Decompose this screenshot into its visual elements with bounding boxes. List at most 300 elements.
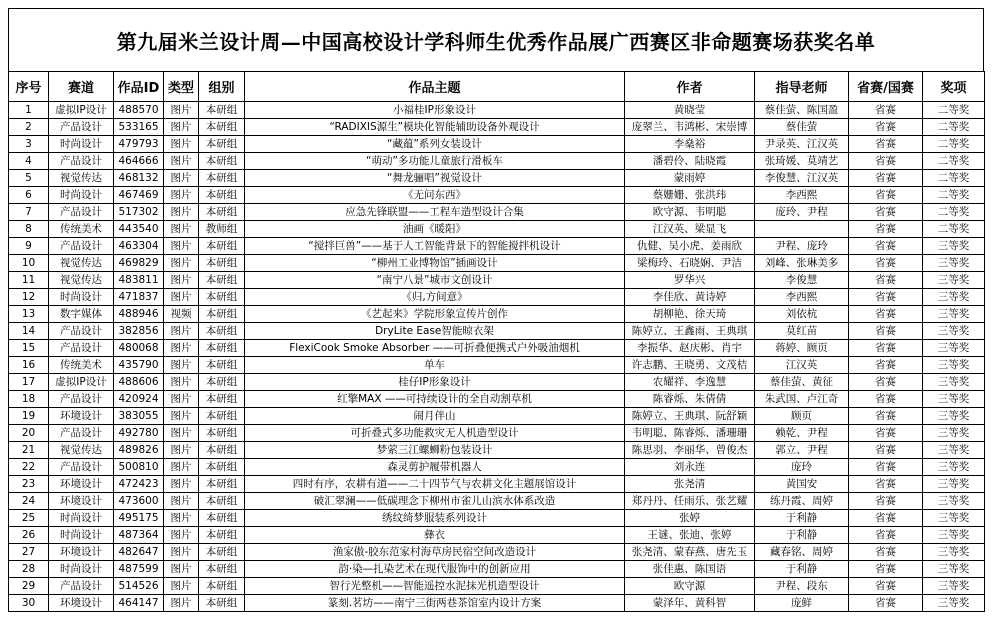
cell-advisor[interactable]: 尹录英、江汉英 bbox=[755, 136, 849, 153]
cell-level[interactable]: 省赛 bbox=[849, 187, 923, 204]
cell-index[interactable]: 24 bbox=[9, 493, 49, 510]
cell-track[interactable]: 虚拟IP设计 bbox=[49, 374, 114, 391]
cell-award[interactable]: 三等奖 bbox=[923, 578, 985, 595]
cell-track[interactable]: 时尚设计 bbox=[49, 289, 114, 306]
cell-work-id[interactable]: 517302 bbox=[114, 204, 164, 221]
cell-type[interactable]: 图片 bbox=[164, 459, 199, 476]
cell-award[interactable]: 三等奖 bbox=[923, 306, 985, 323]
cell-theme[interactable]: “萌动”多功能儿童旅行滑板车 bbox=[245, 153, 625, 170]
cell-type[interactable]: 图片 bbox=[164, 272, 199, 289]
cell-level[interactable]: 省赛 bbox=[849, 578, 923, 595]
cell-group[interactable]: 本研组 bbox=[199, 357, 245, 374]
cell-author[interactable]: 李燊裕 bbox=[625, 136, 755, 153]
cell-award[interactable]: 二等奖 bbox=[923, 187, 985, 204]
cell-advisor[interactable]: 李西熙 bbox=[755, 187, 849, 204]
cell-author[interactable]: 陈思羽、李丽华、曾俊杰 bbox=[625, 442, 755, 459]
cell-theme[interactable]: 四时有序，农耕有道——二十四节气与农耕文化主题展馆设计 bbox=[245, 476, 625, 493]
cell-group[interactable]: 本研组 bbox=[199, 306, 245, 323]
cell-work-id[interactable]: 487599 bbox=[114, 561, 164, 578]
cell-index[interactable]: 25 bbox=[9, 510, 49, 527]
cell-type[interactable]: 图片 bbox=[164, 476, 199, 493]
table-row[interactable] bbox=[9, 119, 985, 136]
cell-advisor[interactable]: 蒋婷、顾页 bbox=[755, 340, 849, 357]
cell-work-id[interactable]: 382856 bbox=[114, 323, 164, 340]
cell-advisor[interactable]: 庞玲、尹程 bbox=[755, 204, 849, 221]
cell-award[interactable]: 二等奖 bbox=[923, 119, 985, 136]
cell-theme[interactable]: 《归,方间意》 bbox=[245, 289, 625, 306]
cell-work-id[interactable]: 488606 bbox=[114, 374, 164, 391]
table-row[interactable] bbox=[9, 442, 985, 459]
cell-work-id[interactable]: 468132 bbox=[114, 170, 164, 187]
cell-level[interactable]: 省赛 bbox=[849, 204, 923, 221]
cell-type[interactable]: 图片 bbox=[164, 204, 199, 221]
cell-award[interactable]: 二等奖 bbox=[923, 170, 985, 187]
cell-index[interactable]: 26 bbox=[9, 527, 49, 544]
cell-award[interactable]: 三等奖 bbox=[923, 408, 985, 425]
table-row[interactable] bbox=[9, 204, 985, 221]
cell-track[interactable]: 时尚设计 bbox=[49, 510, 114, 527]
cell-theme[interactable]: “藏蕴”系列女装设计 bbox=[245, 136, 625, 153]
cell-type[interactable]: 图片 bbox=[164, 510, 199, 527]
cell-group[interactable]: 本研组 bbox=[199, 323, 245, 340]
cell-index[interactable]: 6 bbox=[9, 187, 49, 204]
table-row[interactable] bbox=[9, 340, 985, 357]
cell-author[interactable]: 张佳惠、陈国语 bbox=[625, 561, 755, 578]
cell-award[interactable]: 三等奖 bbox=[923, 527, 985, 544]
cell-level[interactable]: 省赛 bbox=[849, 272, 923, 289]
cell-award[interactable]: 三等奖 bbox=[923, 510, 985, 527]
cell-track[interactable]: 时尚设计 bbox=[49, 187, 114, 204]
cell-level[interactable]: 省赛 bbox=[849, 459, 923, 476]
cell-work-id[interactable]: 479793 bbox=[114, 136, 164, 153]
cell-work-id[interactable]: 492780 bbox=[114, 425, 164, 442]
table-row[interactable] bbox=[9, 476, 985, 493]
cell-group[interactable]: 本研组 bbox=[199, 374, 245, 391]
cell-award[interactable]: 三等奖 bbox=[923, 272, 985, 289]
cell-work-id[interactable]: 488570 bbox=[114, 102, 164, 119]
cell-type[interactable]: 图片 bbox=[164, 561, 199, 578]
cell-type[interactable]: 图片 bbox=[164, 255, 199, 272]
cell-track[interactable]: 视觉传达 bbox=[49, 170, 114, 187]
cell-theme[interactable]: 绣纹绮梦服装系列设计 bbox=[245, 510, 625, 527]
cell-index[interactable]: 29 bbox=[9, 578, 49, 595]
cell-track[interactable]: 环境设计 bbox=[49, 476, 114, 493]
cell-work-id[interactable]: 472423 bbox=[114, 476, 164, 493]
cell-award[interactable]: 三等奖 bbox=[923, 357, 985, 374]
cell-type[interactable]: 图片 bbox=[164, 493, 199, 510]
cell-author[interactable]: 张尧清、蒙春燕、唐先玉 bbox=[625, 544, 755, 561]
cell-theme[interactable]: 渔家傲-胶东范家村海草房民宿空间改造设计 bbox=[245, 544, 625, 561]
cell-award[interactable]: 三等奖 bbox=[923, 459, 985, 476]
cell-index[interactable]: 17 bbox=[9, 374, 49, 391]
table-row[interactable] bbox=[9, 187, 985, 204]
table-row[interactable] bbox=[9, 578, 985, 595]
cell-index[interactable]: 7 bbox=[9, 204, 49, 221]
cell-level[interactable]: 省赛 bbox=[849, 340, 923, 357]
cell-track[interactable]: 产品设计 bbox=[49, 119, 114, 136]
cell-type[interactable]: 图片 bbox=[164, 153, 199, 170]
cell-award[interactable]: 三等奖 bbox=[923, 561, 985, 578]
cell-author[interactable]: 张尧清 bbox=[625, 476, 755, 493]
cell-advisor[interactable]: 蔡佳萤、陈国盈 bbox=[755, 102, 849, 119]
cell-index[interactable]: 30 bbox=[9, 595, 49, 612]
cell-advisor[interactable]: 尹程、段东 bbox=[755, 578, 849, 595]
cell-level[interactable]: 省赛 bbox=[849, 425, 923, 442]
cell-group[interactable]: 本研组 bbox=[199, 238, 245, 255]
cell-level[interactable]: 省赛 bbox=[849, 374, 923, 391]
cell-group[interactable]: 本研组 bbox=[199, 425, 245, 442]
cell-author[interactable]: 李佳欣、黄诗婷 bbox=[625, 289, 755, 306]
table-row[interactable] bbox=[9, 306, 985, 323]
cell-level[interactable]: 省赛 bbox=[849, 170, 923, 187]
cell-author[interactable]: 许志鹏、王晓勇、文茂桔 bbox=[625, 357, 755, 374]
cell-work-id[interactable]: 469829 bbox=[114, 255, 164, 272]
cell-work-id[interactable]: 463304 bbox=[114, 238, 164, 255]
cell-award[interactable]: 三等奖 bbox=[923, 595, 985, 612]
cell-type[interactable]: 图片 bbox=[164, 238, 199, 255]
table-row[interactable] bbox=[9, 595, 985, 612]
cell-index[interactable]: 2 bbox=[9, 119, 49, 136]
cell-theme[interactable]: 《无问东西》 bbox=[245, 187, 625, 204]
cell-type[interactable]: 图片 bbox=[164, 102, 199, 119]
table-row[interactable] bbox=[9, 153, 985, 170]
cell-author[interactable]: 仇健、吴小虎、姜雨欣 bbox=[625, 238, 755, 255]
table-row[interactable] bbox=[9, 221, 985, 238]
cell-type[interactable]: 图片 bbox=[164, 289, 199, 306]
cell-work-id[interactable]: 420924 bbox=[114, 391, 164, 408]
cell-track[interactable]: 产品设计 bbox=[49, 425, 114, 442]
cell-track[interactable]: 环境设计 bbox=[49, 408, 114, 425]
cell-author[interactable]: 欧守源、韦明聪 bbox=[625, 204, 755, 221]
cell-author[interactable]: 庞翠兰、韦鸿彬、宋崇博 bbox=[625, 119, 755, 136]
cell-index[interactable]: 11 bbox=[9, 272, 49, 289]
cell-author[interactable]: 陈婷立、王鑫雨、王典琪 bbox=[625, 323, 755, 340]
cell-advisor[interactable]: 顾页 bbox=[755, 408, 849, 425]
cell-track[interactable]: 视觉传达 bbox=[49, 272, 114, 289]
cell-index[interactable]: 20 bbox=[9, 425, 49, 442]
cell-award[interactable]: 三等奖 bbox=[923, 255, 985, 272]
cell-level[interactable]: 省赛 bbox=[849, 408, 923, 425]
cell-type[interactable]: 图片 bbox=[164, 119, 199, 136]
cell-author[interactable]: 郑丹丹、任雨乐、张艺耀 bbox=[625, 493, 755, 510]
cell-theme[interactable]: DryLite Ease智能晾衣架 bbox=[245, 323, 625, 340]
table-row[interactable] bbox=[9, 459, 985, 476]
cell-work-id[interactable]: 383055 bbox=[114, 408, 164, 425]
cell-theme[interactable]: 梦萦三江螺蛳粉包装设计 bbox=[245, 442, 625, 459]
cell-level[interactable]: 省赛 bbox=[849, 136, 923, 153]
cell-level[interactable]: 省赛 bbox=[849, 544, 923, 561]
cell-type[interactable]: 图片 bbox=[164, 527, 199, 544]
cell-index[interactable]: 5 bbox=[9, 170, 49, 187]
cell-theme[interactable]: 单车 bbox=[245, 357, 625, 374]
cell-author[interactable]: 蒙雨婷 bbox=[625, 170, 755, 187]
cell-advisor[interactable]: 于利静 bbox=[755, 527, 849, 544]
cell-work-id[interactable]: 435790 bbox=[114, 357, 164, 374]
cell-group[interactable]: 本研组 bbox=[199, 408, 245, 425]
cell-theme[interactable]: “RADIXIS源生”模块化智能辅助设备外观设计 bbox=[245, 119, 625, 136]
cell-type[interactable]: 图片 bbox=[164, 425, 199, 442]
cell-work-id[interactable]: 471837 bbox=[114, 289, 164, 306]
cell-award[interactable]: 三等奖 bbox=[923, 442, 985, 459]
cell-author[interactable]: 胡柳艳、徐天琦 bbox=[625, 306, 755, 323]
cell-advisor[interactable]: 尹程、庞玲 bbox=[755, 238, 849, 255]
cell-author[interactable]: 王谜、张迪、张婷 bbox=[625, 527, 755, 544]
cell-group[interactable]: 本研组 bbox=[199, 510, 245, 527]
cell-group[interactable]: 本研组 bbox=[199, 136, 245, 153]
cell-index[interactable]: 4 bbox=[9, 153, 49, 170]
cell-award[interactable]: 三等奖 bbox=[923, 340, 985, 357]
cell-award[interactable]: 二等奖 bbox=[923, 221, 985, 238]
cell-index[interactable]: 19 bbox=[9, 408, 49, 425]
cell-award[interactable]: 二等奖 bbox=[923, 136, 985, 153]
cell-group[interactable]: 教师组 bbox=[199, 221, 245, 238]
cell-index[interactable]: 28 bbox=[9, 561, 49, 578]
cell-index[interactable]: 18 bbox=[9, 391, 49, 408]
cell-advisor[interactable] bbox=[755, 221, 849, 238]
cell-index[interactable]: 10 bbox=[9, 255, 49, 272]
cell-author[interactable]: 江汉英、梁显飞 bbox=[625, 221, 755, 238]
cell-level[interactable]: 省赛 bbox=[849, 493, 923, 510]
cell-author[interactable]: 潘碧伶、陆晓霞 bbox=[625, 153, 755, 170]
cell-group[interactable]: 本研组 bbox=[199, 459, 245, 476]
cell-track[interactable]: 产品设计 bbox=[49, 578, 114, 595]
table-row[interactable] bbox=[9, 527, 985, 544]
cell-advisor[interactable]: 莫红苗 bbox=[755, 323, 849, 340]
cell-theme[interactable]: 桂仔IP形象设计 bbox=[245, 374, 625, 391]
cell-level[interactable]: 省赛 bbox=[849, 561, 923, 578]
cell-track[interactable]: 产品设计 bbox=[49, 391, 114, 408]
cell-level[interactable]: 省赛 bbox=[849, 476, 923, 493]
cell-track[interactable]: 传统美术 bbox=[49, 221, 114, 238]
cell-advisor[interactable]: 黄国安 bbox=[755, 476, 849, 493]
cell-theme[interactable]: 《艺起来》学院形象宣传片创作 bbox=[245, 306, 625, 323]
cell-award[interactable]: 三等奖 bbox=[923, 289, 985, 306]
cell-track[interactable]: 时尚设计 bbox=[49, 527, 114, 544]
cell-type[interactable]: 图片 bbox=[164, 170, 199, 187]
table-row[interactable] bbox=[9, 170, 985, 187]
cell-theme[interactable]: 小福桂IP形象设计 bbox=[245, 102, 625, 119]
cell-author[interactable]: 蔡姗姗、张洪玮 bbox=[625, 187, 755, 204]
cell-work-id[interactable]: 464666 bbox=[114, 153, 164, 170]
cell-level[interactable]: 省赛 bbox=[849, 289, 923, 306]
cell-theme[interactable]: “舞龙骊唱”视觉设计 bbox=[245, 170, 625, 187]
cell-theme[interactable]: 破汇翠澜——低碳理念下柳州市雀儿山滨水体系改造 bbox=[245, 493, 625, 510]
cell-advisor[interactable]: 于利静 bbox=[755, 510, 849, 527]
cell-type[interactable]: 图片 bbox=[164, 408, 199, 425]
cell-award[interactable]: 三等奖 bbox=[923, 323, 985, 340]
cell-advisor[interactable]: 李西熙 bbox=[755, 289, 849, 306]
table-row[interactable] bbox=[9, 238, 985, 255]
cell-award[interactable]: 三等奖 bbox=[923, 238, 985, 255]
cell-group[interactable]: 本研组 bbox=[199, 595, 245, 612]
cell-track[interactable]: 时尚设计 bbox=[49, 561, 114, 578]
cell-theme[interactable]: 智行光整机——智能遥控水泥抹光机造型设计 bbox=[245, 578, 625, 595]
cell-group[interactable]: 本研组 bbox=[199, 391, 245, 408]
cell-track[interactable]: 虚拟IP设计 bbox=[49, 102, 114, 119]
cell-advisor[interactable]: 于利静 bbox=[755, 561, 849, 578]
cell-group[interactable]: 本研组 bbox=[199, 578, 245, 595]
cell-track[interactable]: 产品设计 bbox=[49, 459, 114, 476]
cell-index[interactable]: 23 bbox=[9, 476, 49, 493]
cell-group[interactable]: 本研组 bbox=[199, 340, 245, 357]
cell-index[interactable]: 13 bbox=[9, 306, 49, 323]
cell-index[interactable]: 3 bbox=[9, 136, 49, 153]
cell-work-id[interactable]: 464147 bbox=[114, 595, 164, 612]
cell-author[interactable]: 梁梅玲、石晓娴、尹洁 bbox=[625, 255, 755, 272]
cell-track[interactable]: 产品设计 bbox=[49, 238, 114, 255]
cell-level[interactable]: 省赛 bbox=[849, 306, 923, 323]
cell-level[interactable]: 省赛 bbox=[849, 119, 923, 136]
cell-track[interactable]: 产品设计 bbox=[49, 204, 114, 221]
cell-type[interactable]: 图片 bbox=[164, 544, 199, 561]
cell-theme[interactable]: “柳州工业博物馆”插画设计 bbox=[245, 255, 625, 272]
cell-theme[interactable]: “搅拌巨兽”——基于人工智能背景下的智能搅拌机设计 bbox=[245, 238, 625, 255]
cell-index[interactable]: 27 bbox=[9, 544, 49, 561]
cell-group[interactable]: 本研组 bbox=[199, 544, 245, 561]
cell-work-id[interactable]: 489826 bbox=[114, 442, 164, 459]
table-row[interactable] bbox=[9, 510, 985, 527]
cell-author[interactable]: 欧守源 bbox=[625, 578, 755, 595]
cell-level[interactable]: 省赛 bbox=[849, 391, 923, 408]
cell-track[interactable]: 视觉传达 bbox=[49, 442, 114, 459]
cell-advisor[interactable]: 刘峰、张琳美多 bbox=[755, 255, 849, 272]
table-row[interactable] bbox=[9, 493, 985, 510]
cell-track[interactable]: 产品设计 bbox=[49, 153, 114, 170]
cell-index[interactable]: 1 bbox=[9, 102, 49, 119]
cell-award[interactable]: 三等奖 bbox=[923, 425, 985, 442]
cell-work-id[interactable]: 514526 bbox=[114, 578, 164, 595]
cell-group[interactable]: 本研组 bbox=[199, 153, 245, 170]
cell-level[interactable]: 省赛 bbox=[849, 442, 923, 459]
cell-type[interactable]: 图片 bbox=[164, 391, 199, 408]
cell-track[interactable]: 时尚设计 bbox=[49, 136, 114, 153]
cell-index[interactable]: 22 bbox=[9, 459, 49, 476]
table-row[interactable] bbox=[9, 374, 985, 391]
cell-award[interactable]: 三等奖 bbox=[923, 391, 985, 408]
cell-type[interactable]: 图片 bbox=[164, 442, 199, 459]
cell-type[interactable]: 视频 bbox=[164, 306, 199, 323]
cell-author[interactable]: 黄晓莹 bbox=[625, 102, 755, 119]
cell-group[interactable]: 本研组 bbox=[199, 204, 245, 221]
cell-work-id[interactable]: 482647 bbox=[114, 544, 164, 561]
cell-level[interactable]: 省赛 bbox=[849, 153, 923, 170]
cell-advisor[interactable]: 练丹霞、周婷 bbox=[755, 493, 849, 510]
cell-type[interactable]: 图片 bbox=[164, 357, 199, 374]
cell-advisor[interactable]: 藏春铭、周婷 bbox=[755, 544, 849, 561]
cell-author[interactable]: 韦明聪、陈睿烁、潘珊珊 bbox=[625, 425, 755, 442]
table-row[interactable] bbox=[9, 289, 985, 306]
cell-group[interactable]: 本研组 bbox=[199, 493, 245, 510]
cell-advisor[interactable]: 朱武国、卢江奇 bbox=[755, 391, 849, 408]
cell-theme[interactable]: 篆刻.茗坊——南宁三街两巷茶馆室内设计方案 bbox=[245, 595, 625, 612]
cell-work-id[interactable]: 487364 bbox=[114, 527, 164, 544]
cell-work-id[interactable]: 480068 bbox=[114, 340, 164, 357]
table-row[interactable] bbox=[9, 255, 985, 272]
cell-theme[interactable]: 应急先锋联盟——工程车造型设计合集 bbox=[245, 204, 625, 221]
cell-index[interactable]: 15 bbox=[9, 340, 49, 357]
cell-level[interactable]: 省赛 bbox=[849, 221, 923, 238]
cell-track[interactable]: 传统美术 bbox=[49, 357, 114, 374]
table-row[interactable] bbox=[9, 408, 985, 425]
cell-track[interactable]: 视觉传达 bbox=[49, 255, 114, 272]
cell-theme[interactable]: 闹月伴山 bbox=[245, 408, 625, 425]
cell-group[interactable]: 本研组 bbox=[199, 119, 245, 136]
cell-level[interactable]: 省赛 bbox=[849, 595, 923, 612]
table-row[interactable] bbox=[9, 102, 985, 119]
cell-type[interactable]: 图片 bbox=[164, 374, 199, 391]
cell-author[interactable]: 罗华兴 bbox=[625, 272, 755, 289]
table-row[interactable] bbox=[9, 391, 985, 408]
cell-index[interactable]: 8 bbox=[9, 221, 49, 238]
cell-work-id[interactable]: 500810 bbox=[114, 459, 164, 476]
cell-group[interactable]: 本研组 bbox=[199, 476, 245, 493]
cell-award[interactable]: 三等奖 bbox=[923, 374, 985, 391]
cell-track[interactable]: 环境设计 bbox=[49, 595, 114, 612]
cell-work-id[interactable]: 467469 bbox=[114, 187, 164, 204]
cell-index[interactable]: 9 bbox=[9, 238, 49, 255]
cell-theme[interactable]: FlexiCook Smoke Absorber ——可折叠便携式户外吸油烟机 bbox=[245, 340, 625, 357]
cell-work-id[interactable]: 473600 bbox=[114, 493, 164, 510]
cell-index[interactable]: 12 bbox=[9, 289, 49, 306]
cell-theme[interactable]: 森灵剪护履带机器人 bbox=[245, 459, 625, 476]
cell-author[interactable]: 张婷 bbox=[625, 510, 755, 527]
cell-award[interactable]: 三等奖 bbox=[923, 493, 985, 510]
cell-group[interactable]: 本研组 bbox=[199, 102, 245, 119]
table-row[interactable] bbox=[9, 272, 985, 289]
cell-track[interactable]: 环境设计 bbox=[49, 544, 114, 561]
cell-group[interactable]: 本研组 bbox=[199, 527, 245, 544]
table-row[interactable] bbox=[9, 323, 985, 340]
cell-advisor[interactable]: 江汉英 bbox=[755, 357, 849, 374]
cell-advisor[interactable]: 蔡佳萤、黄征 bbox=[755, 374, 849, 391]
cell-group[interactable]: 本研组 bbox=[199, 561, 245, 578]
cell-index[interactable]: 14 bbox=[9, 323, 49, 340]
table-row[interactable] bbox=[9, 136, 985, 153]
cell-track[interactable]: 环境设计 bbox=[49, 493, 114, 510]
cell-level[interactable]: 省赛 bbox=[849, 255, 923, 272]
cell-type[interactable]: 图片 bbox=[164, 187, 199, 204]
cell-author[interactable]: 陈睿烁、朱倩倩 bbox=[625, 391, 755, 408]
cell-track[interactable]: 数字媒体 bbox=[49, 306, 114, 323]
table-row[interactable] bbox=[9, 357, 985, 374]
cell-advisor[interactable]: 蔡佳萤 bbox=[755, 119, 849, 136]
cell-theme[interactable]: 红擎MAX ——可持续设计的全自动割草机 bbox=[245, 391, 625, 408]
cell-level[interactable]: 省赛 bbox=[849, 357, 923, 374]
cell-author[interactable]: 李振华、赵庆彬、肖宇 bbox=[625, 340, 755, 357]
cell-track[interactable]: 产品设计 bbox=[49, 323, 114, 340]
cell-work-id[interactable]: 533165 bbox=[114, 119, 164, 136]
table-row[interactable] bbox=[9, 561, 985, 578]
cell-award[interactable]: 三等奖 bbox=[923, 476, 985, 493]
cell-advisor[interactable]: 李俊慧 bbox=[755, 272, 849, 289]
cell-advisor[interactable]: 庞鲜 bbox=[755, 595, 849, 612]
cell-work-id[interactable]: 495175 bbox=[114, 510, 164, 527]
cell-work-id[interactable]: 483811 bbox=[114, 272, 164, 289]
cell-group[interactable]: 本研组 bbox=[199, 289, 245, 306]
cell-advisor[interactable]: 赖乾、尹程 bbox=[755, 425, 849, 442]
cell-group[interactable]: 本研组 bbox=[199, 187, 245, 204]
cell-award[interactable]: 二等奖 bbox=[923, 153, 985, 170]
cell-track[interactable]: 产品设计 bbox=[49, 340, 114, 357]
table-row[interactable] bbox=[9, 544, 985, 561]
cell-group[interactable]: 本研组 bbox=[199, 442, 245, 459]
cell-theme[interactable]: 油画《暖阳》 bbox=[245, 221, 625, 238]
cell-award[interactable]: 二等奖 bbox=[923, 102, 985, 119]
cell-level[interactable]: 省赛 bbox=[849, 323, 923, 340]
cell-advisor[interactable]: 李俊慧、江汉英 bbox=[755, 170, 849, 187]
cell-level[interactable]: 省赛 bbox=[849, 102, 923, 119]
cell-theme[interactable]: “南宁八景”城市文创设计 bbox=[245, 272, 625, 289]
